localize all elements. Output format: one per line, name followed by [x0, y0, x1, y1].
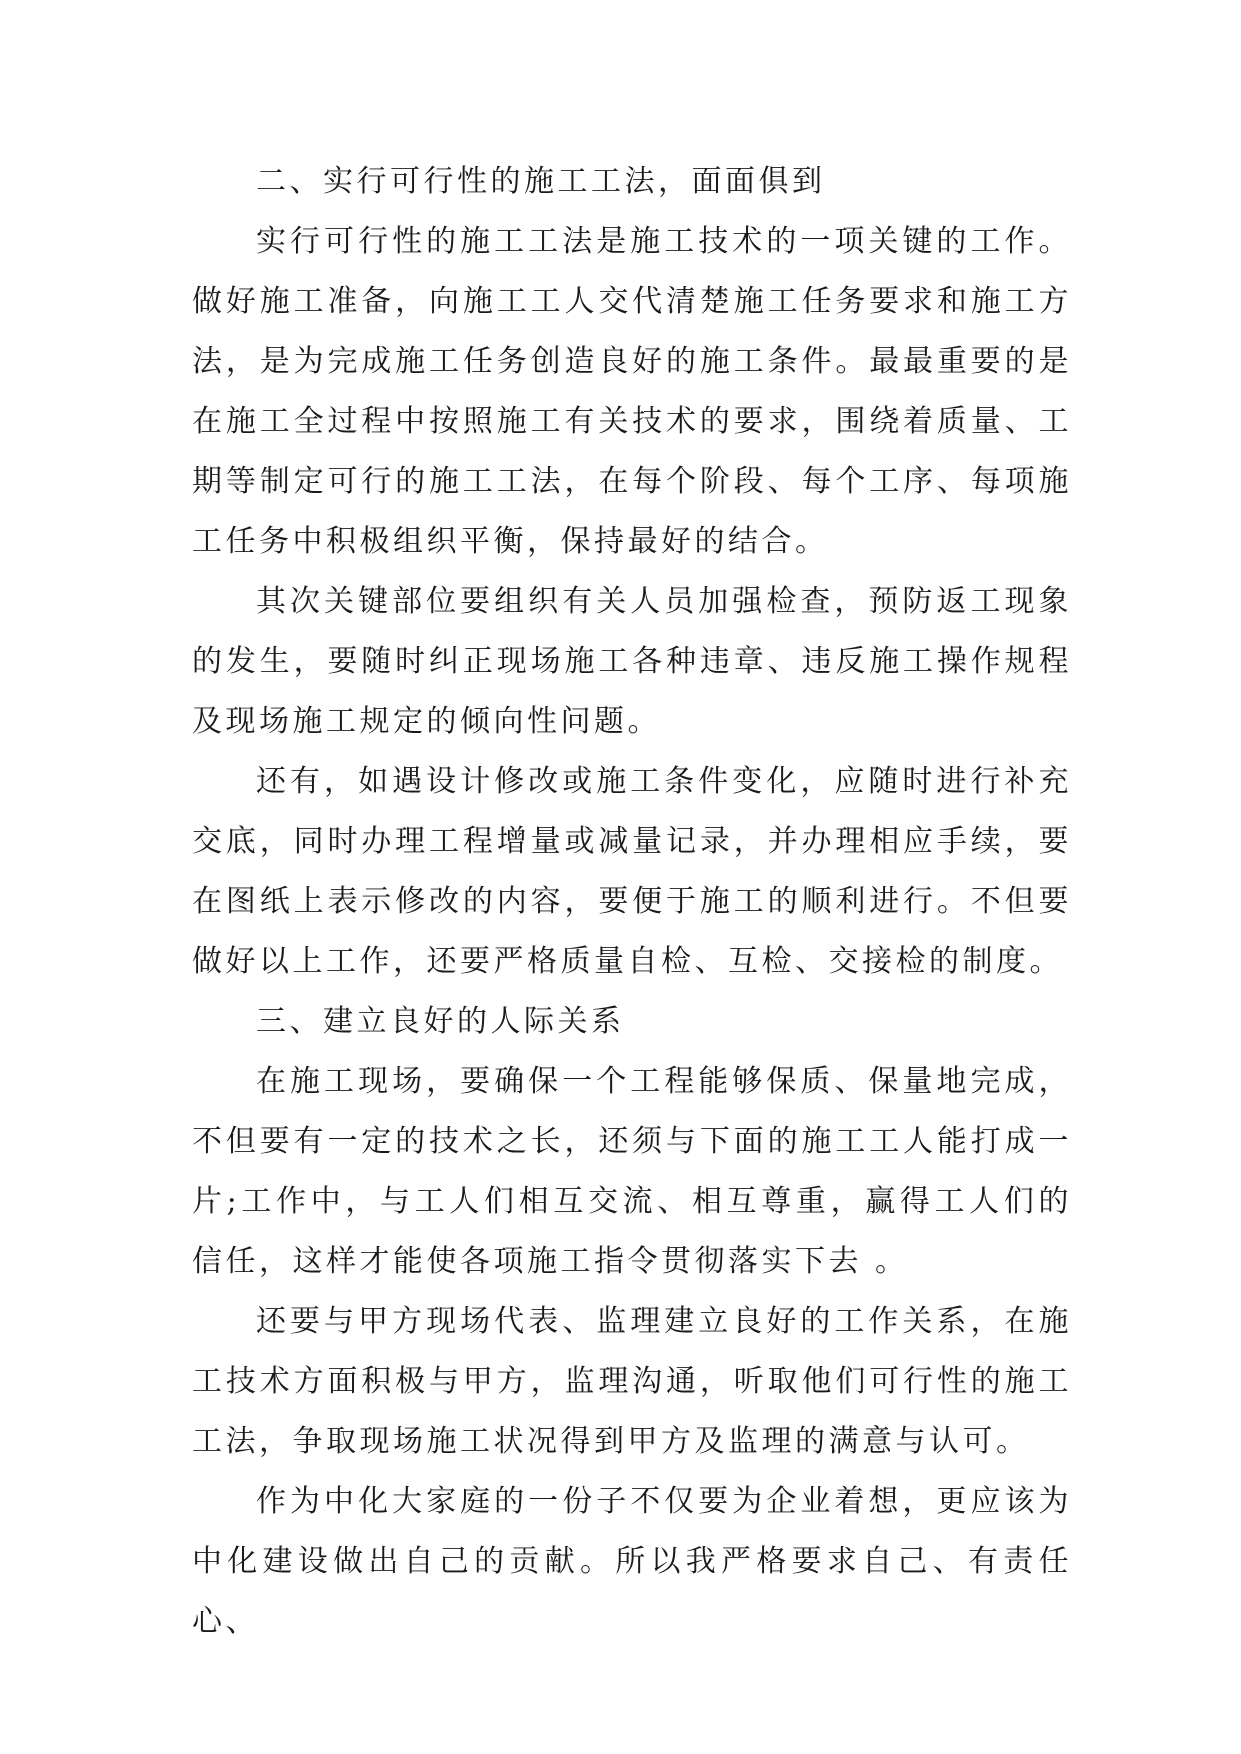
- section-heading-3: 三、建立良好的人际关系: [256, 1004, 625, 1039]
- paragraph: 在施工现场，要确保一个工程能够保质、保量地完成，不但要有一定的技术之长，还须与下面的施工工人能打成一片;工作中，与工人们相互交流、相互尊重，赢得工人们的信任，这样才能使各项施工指令贯彻落实下去 。: [192, 1064, 1072, 1279]
- document-body: [192, 152, 1072, 1652]
- paragraph: 还有，如遇设计修改或施工条件变化，应随时进行补充交底，同时办理工程增量或减量记录，并办理相应手续，要在图纸上表示修改的内容，要便于施工的顺利进行。不但要做好以上工作，还要严格质量自检、互检、交接检的制度。: [192, 764, 1072, 979]
- paragraph: 其次关键部位要组织有关人员加强检查，预防返工现象的发生，要随时纠正现场施工各种违章、违反施工操作规程及现场施工规定的倾向性问题。: [192, 584, 1072, 739]
- paragraph: 实行可行性的施工工法是施工技术的一项关键的工作。做好施工准备，向施工工人交代清楚施工任务要求和施工方法，是为完成施工任务创造良好的施工条件。最最重要的是在施工全过程中按照施工有关技术的要求，围绕着质量、工期等制定可行的施工工法，在每个阶段、每个工序、每项施工任务中积极组织平衡，保持最好的结合。: [192, 224, 1072, 559]
- paragraph: 还要与甲方现场代表、监理建立良好的工作关系，在施工技术方面积极与甲方，监理沟通，听取他们可行性的施工工法，争取现场施工状况得到甲方及监理的满意与认可。: [192, 1304, 1072, 1459]
- section-heading-2: 二、实行可行性的施工工法，面面俱到: [256, 164, 826, 199]
- paragraph: 作为中化大家庭的一份子不仅要为企业着想，更应该为中化建设做出自己的贡献。所以我严格要求自己、有责任心、: [192, 1484, 1072, 1639]
